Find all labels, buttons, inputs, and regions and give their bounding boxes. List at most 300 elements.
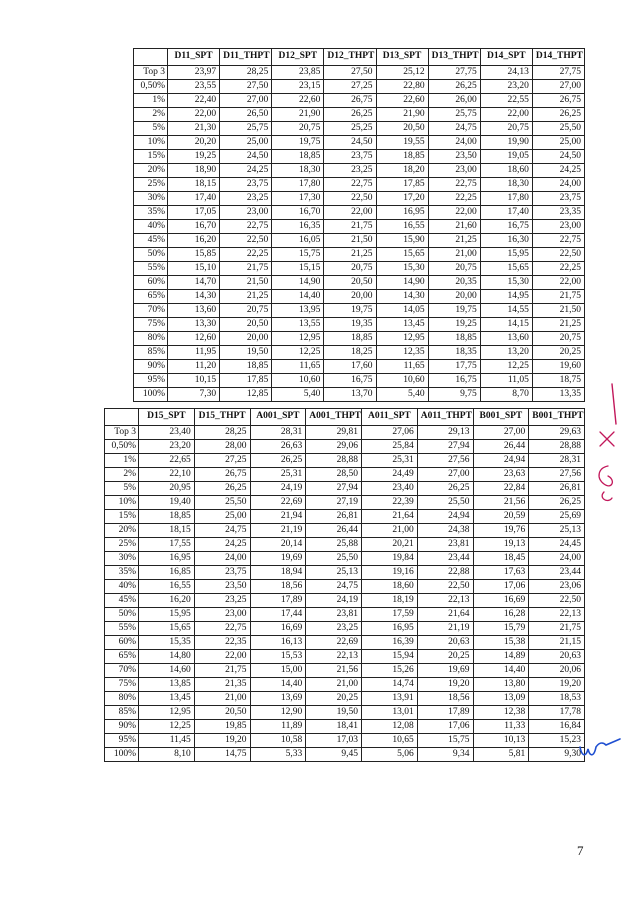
- score-cell: 22,50: [532, 248, 584, 262]
- score-cell: 12,35: [376, 346, 428, 360]
- score-cell: 24,75: [194, 524, 250, 538]
- score-cell: 27,00: [532, 80, 584, 94]
- score-cell: 16,20: [168, 234, 220, 248]
- score-cell: 21,25: [428, 234, 480, 248]
- score-cell: 24,94: [417, 510, 473, 524]
- row-label-cell: 80%: [134, 332, 168, 346]
- score-cell: 22,75: [532, 234, 584, 248]
- score-cell: 25,88: [306, 538, 362, 552]
- row-label-cell: 30%: [105, 552, 139, 566]
- score-cell: 20,35: [428, 276, 480, 290]
- row-label-cell: 60%: [105, 636, 139, 650]
- score-cell: 17,80: [272, 178, 324, 192]
- row-label-cell: 10%: [105, 496, 139, 510]
- score-cell: 14,70: [168, 276, 220, 290]
- column-header: D14_THPT: [532, 49, 584, 66]
- score-cell: 22,75: [194, 622, 250, 636]
- score-cell: 22,25: [220, 248, 272, 262]
- score-cell: 11,65: [272, 360, 324, 374]
- score-cell: 12,25: [480, 360, 532, 374]
- score-cell: 14,74: [362, 678, 418, 692]
- score-cell: 20,00: [324, 290, 376, 304]
- score-cell: 26,25: [417, 482, 473, 496]
- score-cell: 19,20: [194, 734, 250, 748]
- score-cell: 12,25: [272, 346, 324, 360]
- score-cell: 25,50: [532, 122, 584, 136]
- score-cell: 16,95: [376, 206, 428, 220]
- score-cell: 18,75: [532, 374, 584, 388]
- table-row: [105, 594, 585, 608]
- score-cell: 17,78: [529, 706, 585, 720]
- score-cell: 18,56: [250, 580, 306, 594]
- score-cell: 14,40: [473, 664, 529, 678]
- table-row: [134, 360, 585, 374]
- score-cell: 26,25: [529, 496, 585, 510]
- score-cell: 13,70: [324, 388, 376, 402]
- score-cell: 18,15: [168, 178, 220, 192]
- score-cell: 15,00: [250, 664, 306, 678]
- score-cell: 22,80: [376, 80, 428, 94]
- table-row: [105, 664, 585, 678]
- score-cell: 22,00: [532, 276, 584, 290]
- score-cell: 16,39: [362, 636, 418, 650]
- score-cell: 14,05: [376, 304, 428, 318]
- row-label-cell: 1%: [134, 94, 168, 108]
- column-header: D13_SPT: [376, 49, 428, 66]
- score-cell: 19,75: [324, 304, 376, 318]
- score-cell: 18,30: [480, 178, 532, 192]
- table-row: [134, 66, 585, 80]
- score-cell: 22,75: [324, 178, 376, 192]
- score-cell: 16,30: [480, 234, 532, 248]
- score-cell: 20,63: [529, 650, 585, 664]
- score-cell: 20,75: [272, 122, 324, 136]
- handwritten-initial-mark: [578, 735, 622, 768]
- score-cell: 17,60: [324, 360, 376, 374]
- score-cell: 15,85: [168, 248, 220, 262]
- score-cell: 23,40: [362, 482, 418, 496]
- score-cell: 7,30: [168, 388, 220, 402]
- score-cell: 26,25: [428, 80, 480, 94]
- score-cell: 23,00: [428, 164, 480, 178]
- column-header: D11_THPT: [220, 49, 272, 66]
- score-cell: 22,00: [194, 650, 250, 664]
- score-cell: 20,00: [428, 290, 480, 304]
- score-cell: 20,25: [532, 346, 584, 360]
- score-cell: 18,60: [362, 580, 418, 594]
- row-label-cell: 20%: [105, 524, 139, 538]
- row-label-cell: 40%: [105, 580, 139, 594]
- score-cell: 23,25: [324, 164, 376, 178]
- row-label-cell: Top 3: [105, 426, 139, 440]
- row-label-cell: 5%: [134, 122, 168, 136]
- row-label-cell: 75%: [105, 678, 139, 692]
- row-label-cell: 85%: [105, 706, 139, 720]
- score-cell: 29,63: [529, 426, 585, 440]
- score-cell: 23,15: [272, 80, 324, 94]
- score-cell: 17,63: [473, 566, 529, 580]
- score-cell: 26,25: [194, 482, 250, 496]
- score-cell: 18,20: [376, 164, 428, 178]
- score-cell: 25,00: [220, 136, 272, 150]
- table-row: [134, 318, 585, 332]
- score-cell: 20,50: [324, 276, 376, 290]
- column-header: D12_THPT: [324, 49, 376, 66]
- score-cell: 13,01: [362, 706, 418, 720]
- table-row: [105, 426, 585, 440]
- score-cell: 11,20: [168, 360, 220, 374]
- score-cell: 21,00: [428, 248, 480, 262]
- score-cell: 26,50: [220, 108, 272, 122]
- table-row: [105, 636, 585, 650]
- score-cell: 18,35: [428, 346, 480, 360]
- score-cell: 19,75: [272, 136, 324, 150]
- row-label-cell: 1%: [105, 454, 139, 468]
- score-cell: 20,00: [220, 332, 272, 346]
- score-cell: 26,75: [532, 94, 584, 108]
- score-cell: 19,05: [480, 150, 532, 164]
- score-cell: 16,95: [139, 552, 195, 566]
- score-cell: 24,13: [480, 66, 532, 80]
- score-cell: 27,00: [417, 468, 473, 482]
- table-row: [134, 388, 585, 402]
- score-cell: 25,25: [324, 122, 376, 136]
- score-cell: 17,75: [428, 360, 480, 374]
- score-cell: 19,84: [362, 552, 418, 566]
- score-cell: 19,20: [417, 678, 473, 692]
- score-cell: 22,25: [532, 262, 584, 276]
- score-cell: 13,69: [250, 692, 306, 706]
- score-cell: 23,81: [306, 608, 362, 622]
- row-label-cell: 65%: [105, 650, 139, 664]
- score-cell: 16,55: [376, 220, 428, 234]
- score-cell: 14,60: [139, 664, 195, 678]
- score-cell: 12,85: [220, 388, 272, 402]
- score-cell: 11,95: [168, 346, 220, 360]
- score-cell: 23,81: [417, 538, 473, 552]
- score-cell: 26,63: [250, 440, 306, 454]
- score-cell: 22,50: [417, 580, 473, 594]
- score-cell: 11,45: [139, 734, 195, 748]
- row-label-cell: 40%: [134, 220, 168, 234]
- score-cell: 18,85: [324, 332, 376, 346]
- score-cell: 24,00: [428, 136, 480, 150]
- score-cell: 21,25: [324, 248, 376, 262]
- table-row: [105, 468, 585, 482]
- score-cell: 22,13: [529, 608, 585, 622]
- score-cell: 22,00: [168, 108, 220, 122]
- score-cell: 19,50: [306, 706, 362, 720]
- score-cell: 12,90: [250, 706, 306, 720]
- score-cell: 17,59: [362, 608, 418, 622]
- score-cell: 20,95: [139, 482, 195, 496]
- score-cell: 21,19: [417, 622, 473, 636]
- column-header: D11_SPT: [168, 49, 220, 66]
- score-cell: 15,90: [376, 234, 428, 248]
- table-row: [105, 692, 585, 706]
- score-cell: 20,06: [529, 664, 585, 678]
- score-cell: 17,55: [139, 538, 195, 552]
- table-header-row: [134, 49, 585, 66]
- score-cell: 23,97: [168, 66, 220, 80]
- table-row: [105, 706, 585, 720]
- score-cell: 17,40: [168, 192, 220, 206]
- score-cell: 15,95: [480, 248, 532, 262]
- score-cell: 21,64: [362, 510, 418, 524]
- table-row: [134, 192, 585, 206]
- score-cell: 20,25: [306, 692, 362, 706]
- score-table-d11-d14: [133, 48, 585, 402]
- score-cell: 5,40: [376, 388, 428, 402]
- table-row: [134, 374, 585, 388]
- row-label-cell: 70%: [134, 304, 168, 318]
- score-cell: 16,55: [139, 580, 195, 594]
- score-cell: 25,31: [250, 468, 306, 482]
- score-cell: 27,50: [220, 80, 272, 94]
- row-label-cell: 25%: [134, 178, 168, 192]
- row-label-cell: 25%: [105, 538, 139, 552]
- table-body: [134, 66, 585, 402]
- score-cell: 27,00: [220, 94, 272, 108]
- score-cell: 18,53: [529, 692, 585, 706]
- score-cell: 23,06: [529, 580, 585, 594]
- table-row: [105, 552, 585, 566]
- row-label-cell: 100%: [134, 388, 168, 402]
- score-cell: 21,00: [362, 524, 418, 538]
- score-cell: 25,50: [306, 552, 362, 566]
- row-label-cell: 45%: [105, 594, 139, 608]
- score-cell: 17,06: [417, 720, 473, 734]
- header-corner-cell: [134, 49, 168, 66]
- score-cell: 23,35: [532, 206, 584, 220]
- score-cell: 22,84: [473, 482, 529, 496]
- score-cell: 21,60: [428, 220, 480, 234]
- column-header: B001_THPT: [529, 409, 585, 426]
- score-cell: 26,81: [306, 510, 362, 524]
- score-cell: 5,81: [473, 748, 529, 762]
- score-cell: 24,50: [324, 136, 376, 150]
- score-cell: 19,90: [480, 136, 532, 150]
- score-cell: 15,23: [529, 734, 585, 748]
- table-row: [134, 346, 585, 360]
- row-label-cell: 80%: [105, 692, 139, 706]
- score-cell: 21,75: [220, 262, 272, 276]
- score-cell: 13,09: [473, 692, 529, 706]
- score-cell: 22,69: [250, 496, 306, 510]
- score-cell: 18,60: [480, 164, 532, 178]
- table-row: [105, 524, 585, 538]
- score-table-d15-b001: [104, 408, 585, 762]
- score-cell: 14,89: [473, 650, 529, 664]
- score-cell: 14,80: [139, 650, 195, 664]
- score-cell: 5,33: [250, 748, 306, 762]
- score-cell: 24,00: [532, 178, 584, 192]
- score-cell: 15,15: [272, 262, 324, 276]
- score-cell: 23,55: [168, 80, 220, 94]
- table-row: [134, 220, 585, 234]
- score-cell: 23,00: [220, 206, 272, 220]
- score-cell: 16,69: [250, 622, 306, 636]
- column-header: A011_THPT: [417, 409, 473, 426]
- score-cell: 26,00: [428, 94, 480, 108]
- row-label-cell: 55%: [134, 262, 168, 276]
- score-cell: 23,50: [194, 580, 250, 594]
- score-cell: 20,75: [480, 122, 532, 136]
- score-cell: 15,38: [473, 636, 529, 650]
- score-cell: 27,06: [362, 426, 418, 440]
- score-cell: 23,40: [139, 426, 195, 440]
- score-cell: 15,35: [139, 636, 195, 650]
- score-cell: 17,85: [376, 178, 428, 192]
- table-row: [105, 454, 585, 468]
- score-cell: 24,45: [529, 538, 585, 552]
- score-cell: 8,70: [480, 388, 532, 402]
- score-cell: 19,25: [168, 150, 220, 164]
- score-cell: 17,05: [168, 206, 220, 220]
- score-cell: 20,20: [168, 136, 220, 150]
- row-label-cell: 90%: [105, 720, 139, 734]
- score-cell: 23,44: [529, 566, 585, 580]
- score-cell: 21,56: [306, 664, 362, 678]
- column-header: A001_THPT: [306, 409, 362, 426]
- score-cell: 21,90: [272, 108, 324, 122]
- score-cell: 21,75: [529, 622, 585, 636]
- score-cell: 18,85: [376, 150, 428, 164]
- score-cell: 12,38: [473, 706, 529, 720]
- score-cell: 23,20: [480, 80, 532, 94]
- score-cell: 26,75: [194, 468, 250, 482]
- column-header: D12_SPT: [272, 49, 324, 66]
- score-cell: 28,25: [220, 66, 272, 80]
- score-cell: 23,75: [194, 566, 250, 580]
- score-cell: 14,40: [272, 290, 324, 304]
- score-cell: 20,25: [417, 650, 473, 664]
- table-row: [105, 608, 585, 622]
- table-row: [105, 510, 585, 524]
- score-cell: 23,85: [272, 66, 324, 80]
- score-cell: 11,33: [473, 720, 529, 734]
- score-cell: 24,94: [473, 454, 529, 468]
- score-cell: 12,08: [362, 720, 418, 734]
- score-cell: 24,25: [194, 538, 250, 552]
- score-cell: 19,76: [473, 524, 529, 538]
- score-cell: 14,30: [376, 290, 428, 304]
- score-cell: 20,21: [362, 538, 418, 552]
- score-cell: 19,25: [428, 318, 480, 332]
- score-cell: 16,75: [480, 220, 532, 234]
- score-cell: 29,06: [306, 440, 362, 454]
- score-cell: 13,85: [139, 678, 195, 692]
- score-cell: 17,03: [306, 734, 362, 748]
- table-row: [134, 80, 585, 94]
- score-cell: 21,19: [250, 524, 306, 538]
- score-cell: 21,35: [194, 678, 250, 692]
- column-header: A011_SPT: [362, 409, 418, 426]
- table-row: [105, 538, 585, 552]
- score-cell: 15,65: [376, 248, 428, 262]
- score-cell: 19,85: [194, 720, 250, 734]
- score-cell: 9,75: [428, 388, 480, 402]
- score-cell: 16,70: [168, 220, 220, 234]
- score-cell: 18,90: [168, 164, 220, 178]
- score-cell: 25,84: [362, 440, 418, 454]
- score-cell: 15,10: [168, 262, 220, 276]
- table-row: [105, 748, 585, 762]
- table-row: [105, 496, 585, 510]
- score-cell: 18,30: [272, 164, 324, 178]
- score-cell: 18,56: [417, 692, 473, 706]
- score-cell: 27,75: [532, 66, 584, 80]
- score-cell: 13,35: [532, 388, 584, 402]
- score-cell: 18,85: [272, 150, 324, 164]
- score-cell: 21,00: [306, 678, 362, 692]
- score-cell: 19,20: [529, 678, 585, 692]
- score-cell: 5,06: [362, 748, 418, 762]
- score-cell: 5,40: [272, 388, 324, 402]
- table-row: [105, 720, 585, 734]
- score-cell: 25,13: [306, 566, 362, 580]
- score-cell: 19,69: [250, 552, 306, 566]
- table-row: [134, 290, 585, 304]
- score-cell: 10,15: [168, 374, 220, 388]
- score-cell: 14,30: [168, 290, 220, 304]
- score-cell: 13,60: [480, 332, 532, 346]
- score-cell: 20,50: [194, 706, 250, 720]
- score-cell: 9,30: [529, 748, 585, 762]
- row-label-cell: 30%: [134, 192, 168, 206]
- score-cell: 21,56: [473, 496, 529, 510]
- score-cell: 12,25: [139, 720, 195, 734]
- score-cell: 16,13: [250, 636, 306, 650]
- score-cell: 17,40: [480, 206, 532, 220]
- score-cell: 23,44: [417, 552, 473, 566]
- score-cell: 15,30: [376, 262, 428, 276]
- score-cell: 22,13: [417, 594, 473, 608]
- score-cell: 26,75: [324, 94, 376, 108]
- score-cell: 27,75: [428, 66, 480, 80]
- score-cell: 14,40: [250, 678, 306, 692]
- row-label-cell: 0,50%: [134, 80, 168, 94]
- score-cell: 13,80: [473, 678, 529, 692]
- score-cell: 16,69: [473, 594, 529, 608]
- score-cell: 22,88: [417, 566, 473, 580]
- score-cell: 25,00: [532, 136, 584, 150]
- score-cell: 17,06: [473, 580, 529, 594]
- score-cell: 17,85: [220, 374, 272, 388]
- score-cell: 22,55: [480, 94, 532, 108]
- score-cell: 28,88: [306, 454, 362, 468]
- score-cell: 25,00: [194, 510, 250, 524]
- score-cell: 22,00: [324, 206, 376, 220]
- row-label-cell: 15%: [105, 510, 139, 524]
- score-cell: 14,15: [480, 318, 532, 332]
- score-cell: 16,28: [473, 608, 529, 622]
- score-cell: 13,91: [362, 692, 418, 706]
- score-cell: 21,30: [168, 122, 220, 136]
- score-cell: 21,90: [376, 108, 428, 122]
- score-cell: 23,75: [532, 192, 584, 206]
- row-label-cell: 45%: [134, 234, 168, 248]
- row-label-cell: 70%: [105, 664, 139, 678]
- score-cell: 22,50: [529, 594, 585, 608]
- score-cell: 22,35: [194, 636, 250, 650]
- score-cell: 16,70: [272, 206, 324, 220]
- table-body: [105, 426, 585, 762]
- score-cell: 24,19: [306, 594, 362, 608]
- score-cell: 18,25: [324, 346, 376, 360]
- score-cell: 27,19: [306, 496, 362, 510]
- score-cell: 25,75: [220, 122, 272, 136]
